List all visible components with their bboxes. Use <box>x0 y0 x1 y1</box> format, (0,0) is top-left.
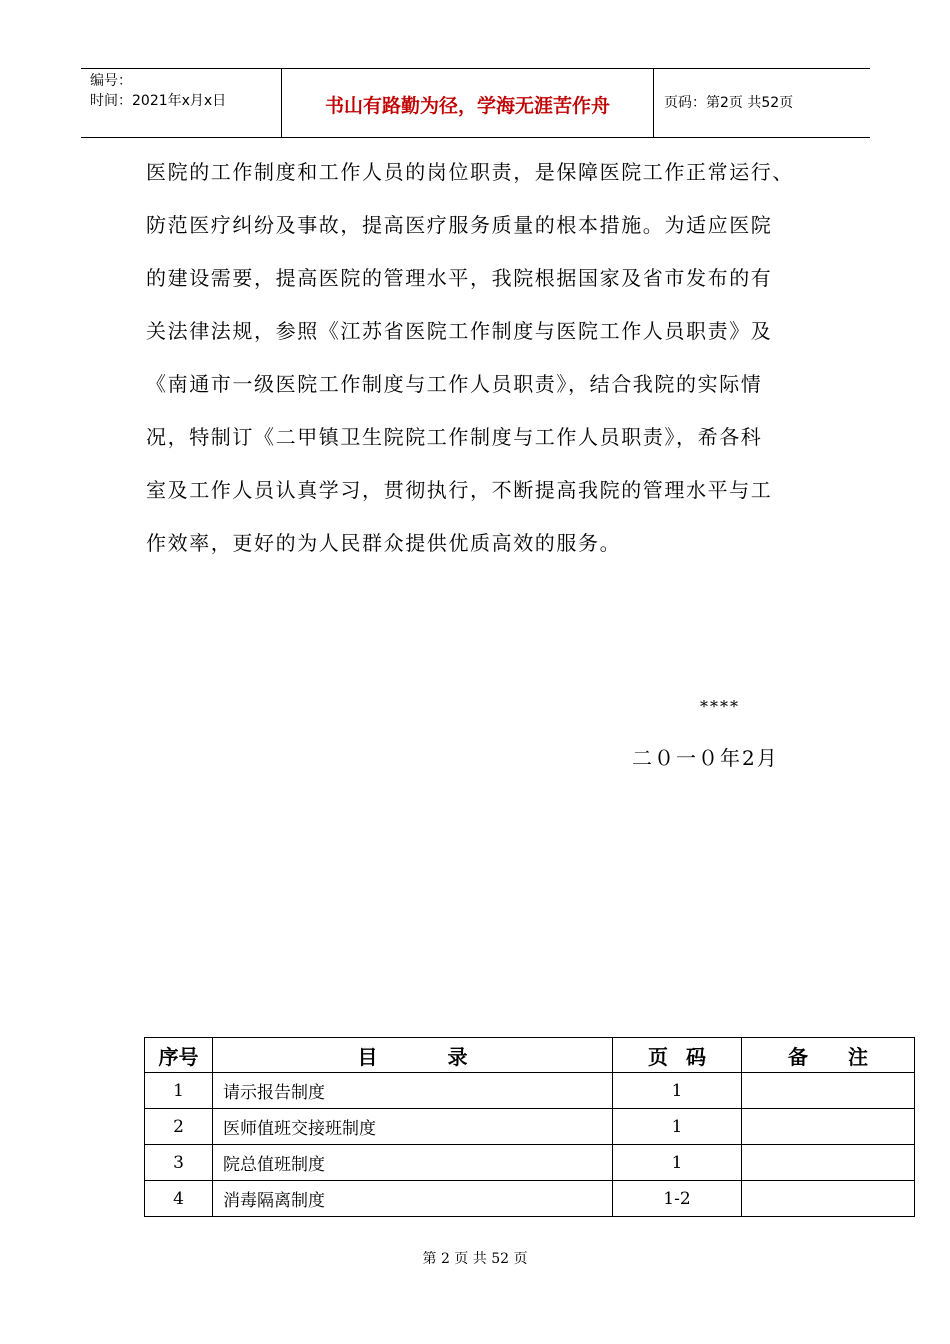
page-header <box>81 68 870 138</box>
table-row <box>145 1181 915 1217</box>
toc-no: 1 <box>145 1073 213 1109</box>
toc-note <box>742 1181 915 1217</box>
toc-header-no: 序号 <box>145 1038 213 1073</box>
toc-header-page: 页码 <box>613 1038 742 1073</box>
toc-no: 3 <box>145 1145 213 1181</box>
header-page-info: 页码：第2页 共52页 <box>664 95 794 111</box>
toc-title: 消毒隔离制度 <box>213 1181 613 1217</box>
intro-line: 况，特制订《二甲镇卫生院院工作制度与工作人员职责》，希各科 <box>146 425 763 449</box>
toc-note <box>742 1109 915 1145</box>
document-number: 编号： <box>90 73 132 89</box>
toc-page: 1 <box>613 1145 742 1181</box>
table-row <box>145 1145 915 1181</box>
page-footer: 第 2 页 共 52 页 <box>422 1251 528 1267</box>
toc-note <box>742 1073 915 1109</box>
toc-header-row <box>145 1038 915 1073</box>
intro-paragraph <box>146 152 816 576</box>
toc-note <box>742 1145 915 1181</box>
toc-header-title: 目录 <box>213 1038 613 1073</box>
toc-page: 1-2 <box>613 1181 742 1217</box>
header-page-cell <box>654 69 870 137</box>
toc-no: 4 <box>145 1181 213 1217</box>
toc-title: 医师值班交接班制度 <box>213 1109 613 1145</box>
table-row <box>145 1109 915 1145</box>
intro-line: 室及工作人员认真学习，贯彻执行，不断提高我院的管理水平与工 <box>146 478 773 502</box>
toc-title: 请示报告制度 <box>213 1073 613 1109</box>
toc-page: 1 <box>613 1073 742 1109</box>
header-slogan-cell <box>282 69 654 137</box>
table-row <box>145 1073 915 1109</box>
table-of-contents <box>144 1037 915 1217</box>
intro-line: 《南通市一级医院工作制度与工作人员职责》，结合我院的实际情 <box>146 372 763 396</box>
intro-line: 防范医疗纠纷及事故，提高医疗服务质量的根本措施。为适应医院 <box>146 213 773 237</box>
intro-line: 医院的工作制度和工作人员的岗位职责，是保障医院工作正常运行、 <box>146 160 794 184</box>
intro-line: 的建设需要，提高医院的管理水平，我院根据国家及省市发布的有 <box>146 266 773 290</box>
toc-page: 1 <box>613 1109 742 1145</box>
header-slogan: 书山有路勤为径，学海无涯苦作舟 <box>324 95 610 117</box>
signature-org: **** <box>700 697 740 716</box>
document-time: 时间：2021年x月x日 <box>90 93 227 109</box>
toc-title: 院总值班制度 <box>213 1145 613 1181</box>
intro-line: 作效率，更好的为人民群众提供优质高效的服务。 <box>146 531 622 555</box>
signature-date: 二０一０年2月 <box>632 746 779 770</box>
toc-no: 2 <box>145 1109 213 1145</box>
intro-line: 关法律法规，参照《江苏省医院工作制度与医院工作人员职责》及 <box>146 319 773 343</box>
header-meta-cell <box>81 69 282 137</box>
toc-header-note: 备注 <box>742 1038 915 1073</box>
